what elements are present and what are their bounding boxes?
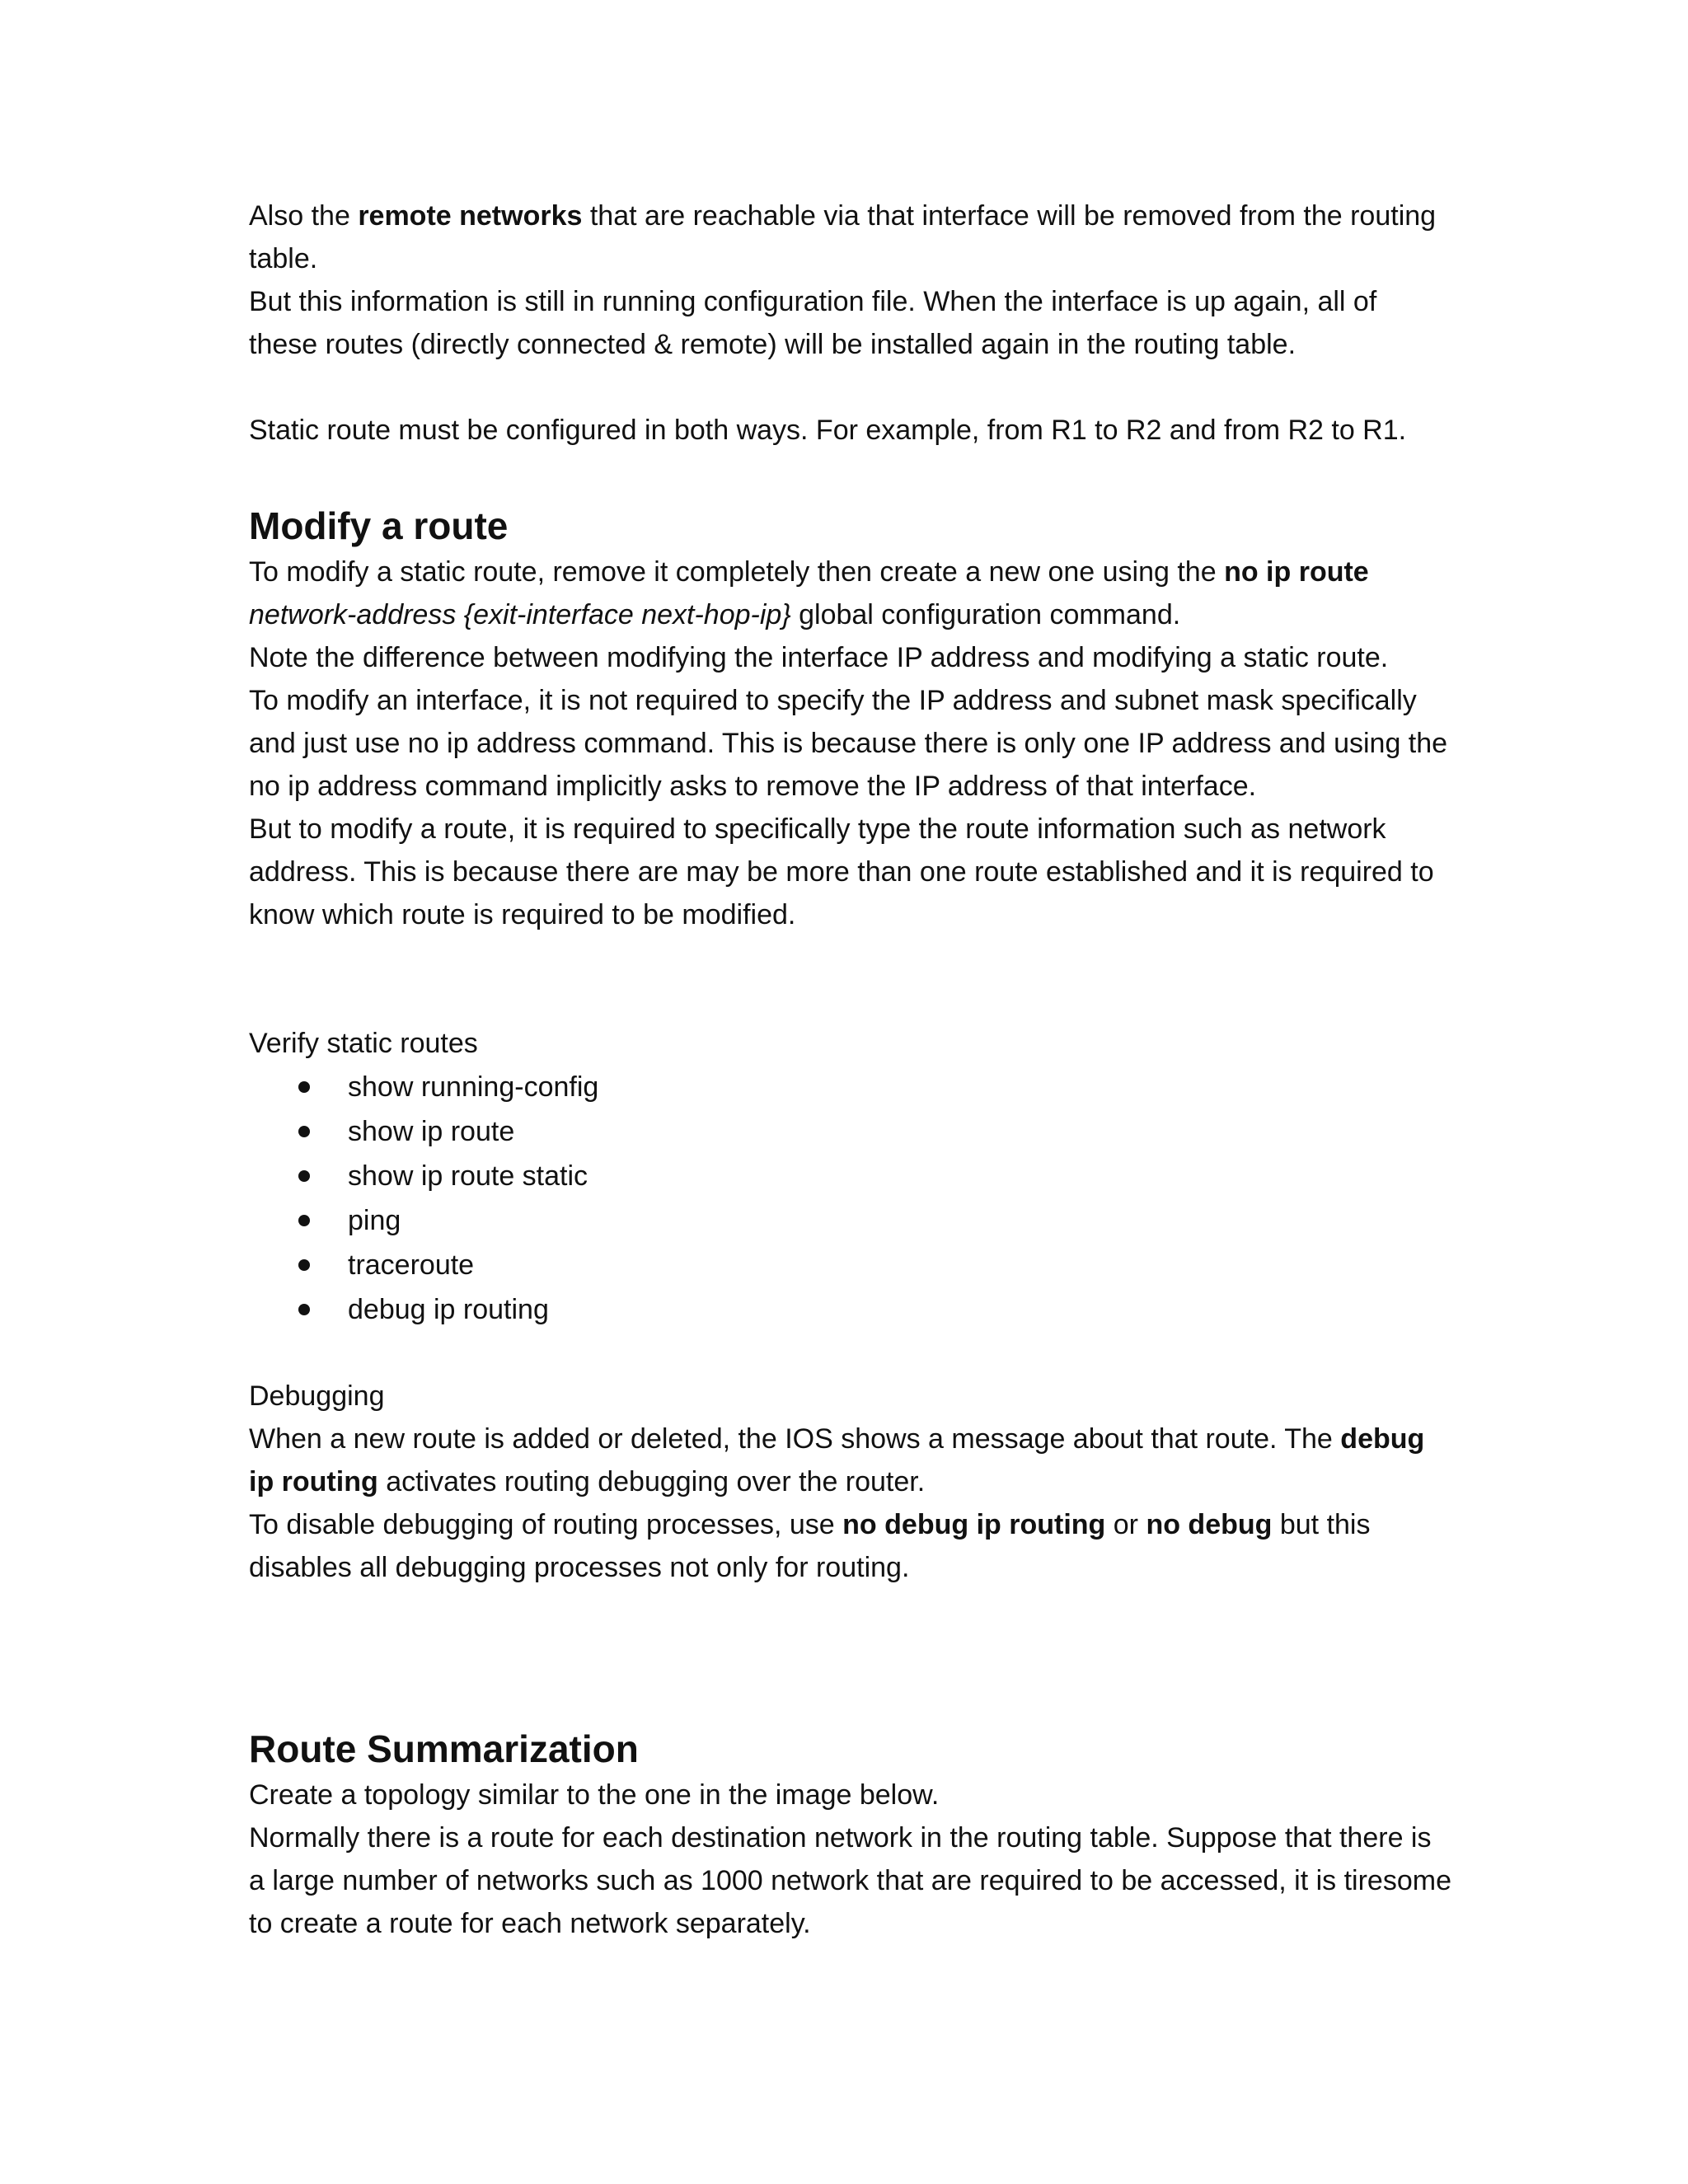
intro-p1-pre: Also the xyxy=(249,200,359,232)
list-item xyxy=(249,1065,1452,1109)
debugging-paragraph-message xyxy=(249,1418,1452,1503)
debugging-p1-pre: When a new route is added or deleted, the IOS shows a message about that route. The xyxy=(249,1423,1341,1455)
summarization-paragraph-topology: Create a topology similar to the one in the image below. xyxy=(249,1779,940,1811)
bullet-icon xyxy=(298,1126,310,1137)
bullet-icon xyxy=(298,1304,310,1315)
intro-paragraph-both-ways: Static route must be configured in both ways. For example, from R1 to R2 and from R2 to R1. xyxy=(249,415,1407,446)
list-item xyxy=(249,1109,1452,1154)
intro-p1-post: that are reachable via that interface will be removed from the routing table. xyxy=(249,200,1437,274)
modify-p1-italic: network-address {exit-interface next-hop-ip} xyxy=(249,599,791,630)
list-item-label: show running-config xyxy=(348,1071,599,1103)
list-item-label: traceroute xyxy=(348,1249,475,1281)
heading-modify-a-route: Modify a route xyxy=(249,504,509,547)
modify-p1-pre: To modify a static route, remove it completely then create a new one using the xyxy=(249,556,1225,588)
list-item-label: show ip route static xyxy=(348,1160,588,1192)
bullet-icon xyxy=(298,1170,310,1182)
list-item xyxy=(249,1243,1452,1287)
list-item-label: show ip route xyxy=(348,1116,515,1147)
modify-paragraph-difference: Note the difference between modifying the interface IP address and modifying a static route. xyxy=(249,642,1389,673)
debugging-p2-bold2: no debug xyxy=(1146,1509,1273,1540)
list-item-label: ping xyxy=(348,1205,401,1236)
intro-paragraph-remote-networks xyxy=(249,194,1452,280)
modify-p1-bold: no ip route xyxy=(1224,556,1369,588)
list-item xyxy=(249,1154,1452,1198)
intro-p1-bold: remote networks xyxy=(358,200,583,232)
spacer xyxy=(249,366,1452,409)
spacer xyxy=(249,1332,1452,1375)
verify-command-list xyxy=(249,1065,1452,1332)
debugging-p2-pre: To disable debugging of routing processes, use xyxy=(249,1509,843,1540)
summarization-paragraph-networks: Normally there is a route for each destination network in the routing table. Suppose that there is a large number of networks such as 1000 network that are required to be accessed, it is tiresome to create a route for each network separately. xyxy=(249,1822,1451,1939)
debugging-p2-bold1: no debug ip routing xyxy=(842,1509,1106,1540)
modify-paragraph-route: But to modify a route, it is required to specifically type the route information such as network address. This is because there are may be more than one route established and it is required to know which route is required to be modified. xyxy=(249,813,1434,930)
modify-paragraph-interface: To modify an interface, it is not required to specify the IP address and subnet mask specifically and just use no ip address command. This is because there is only one IP address and using the no ip address command implicitly asks to remove the IP address of that interface. xyxy=(249,685,1448,802)
spacer xyxy=(249,452,1452,494)
debugging-p1-bold: debug ip routing xyxy=(249,1423,1425,1497)
debugging-p1-post: activates routing debugging over the router. xyxy=(377,1466,926,1497)
bullet-icon xyxy=(298,1259,310,1271)
debugging-p2-mid: or xyxy=(1105,1509,1146,1540)
intro-paragraph-running-config: But this information is still in running configuration file. When the interface is up again, all of these routes (directly connected & remote) will be installed again in the routing table. xyxy=(249,286,1377,360)
verify-title: Verify static routes xyxy=(249,1028,478,1059)
debugging-p2-post: but this disables all debugging processes not only for routing. xyxy=(249,1509,1371,1583)
debugging-title: Debugging xyxy=(249,1380,385,1412)
spacer xyxy=(249,936,1452,1022)
list-item xyxy=(249,1198,1452,1243)
modify-paragraph-command xyxy=(249,551,1452,636)
modify-p1-post: global configuration command. xyxy=(790,599,1181,630)
spacer xyxy=(249,1589,1452,1718)
debugging-paragraph-disable xyxy=(249,1503,1452,1589)
list-item-label: debug ip routing xyxy=(348,1294,549,1325)
bullet-icon xyxy=(298,1081,310,1093)
bullet-icon xyxy=(298,1215,310,1226)
list-item xyxy=(249,1287,1452,1332)
heading-route-summarization: Route Summarization xyxy=(249,1727,639,1770)
document-body xyxy=(249,194,1452,1945)
